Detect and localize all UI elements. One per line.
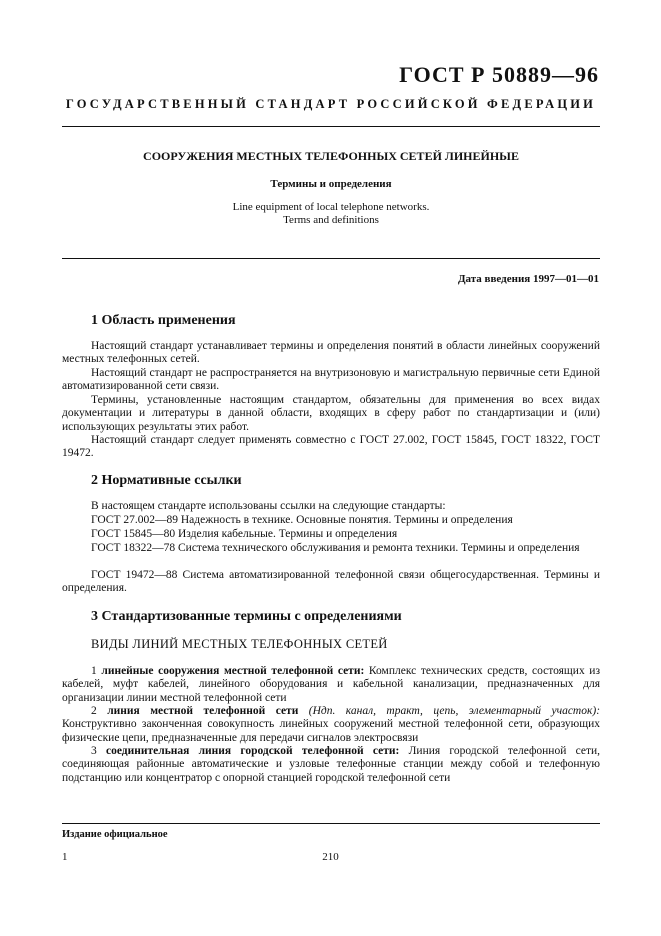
gost-number: ГОСТ Р 50889—96 xyxy=(399,62,599,87)
document-subtitle: Термины и определения xyxy=(270,178,392,190)
term-definition: Линия городской телефонной сети, соединяющая районные автоматические и узловые телефонные станции между собой и телефонную подстанцию или концентратор с опорной станцией городской телефонной сети xyxy=(62,745,601,784)
page-number-center: 210 xyxy=(322,851,339,863)
term-entry xyxy=(62,705,600,745)
middle-divider xyxy=(62,258,600,259)
section-1-paragraph: Настоящий стандарт не распространяется на внутризоновую и магистральную первичные сети Единой автоматизированной сети связи. xyxy=(62,367,600,393)
section-1-paragraph: Термины, установленные настоящим стандартом, обязательны для применения во всех видах документации и литературы в данной области, входящих в сферу работ по стандартизации и (или) использующих результаты этих работ. xyxy=(62,394,600,433)
section-1-heading: 1 Область применения xyxy=(91,313,236,328)
term-definition: Комплекс технических средств, состоящих из кабелей, муфт кабелей, линейного оборудования и кабельной канализации, предназначенных для организации линии местной телефонной сети xyxy=(62,665,601,704)
section-2-intro: В настоящем стандарте использованы ссылки на следующие стандарты: xyxy=(91,500,446,512)
section-3-heading: 3 Стандартизованные термины с определениями xyxy=(91,609,402,624)
footer-divider xyxy=(62,823,600,824)
top-divider xyxy=(62,126,600,127)
page-number-left: 1 xyxy=(62,851,68,863)
document-title: СООРУЖЕНИЯ МЕСТНЫХ ТЕЛЕФОННЫХ СЕТЕЙ ЛИНЕЙНЫЕ xyxy=(143,149,519,163)
reference-item: ГОСТ 19472—88 Система автоматизированной телефонной связи общегосударственная. Термины и определения. xyxy=(62,569,600,595)
term-name: линия местной телефонной сети xyxy=(107,705,299,717)
term-entry xyxy=(62,665,600,705)
term-definition: Конструктивно законченная совокупность линейных сооружений местной телефонной сети, образующих физические цепи, предназначенные для передачи сигналов электросвязи xyxy=(62,718,600,744)
term-number: 3 xyxy=(91,745,97,757)
term-number: 1 xyxy=(91,665,97,677)
reference-item: ГОСТ 27.002—89 Надежность в технике. Основные понятия. Термины и определения xyxy=(91,514,513,526)
section-1-paragraph: Настоящий стандарт устанавливает термины и определения понятий в области линейных сооружений местных телефонных сетей. xyxy=(62,340,600,366)
term-name: соединительная линия городской телефонной сети: xyxy=(105,745,400,757)
term-number: 2 xyxy=(91,705,97,717)
terms-group-heading: ВИДЫ ЛИНИЙ МЕСТНЫХ ТЕЛЕФОННЫХ СЕТЕЙ xyxy=(91,637,388,651)
introduction-date: Дата введения 1997—01—01 xyxy=(457,273,599,285)
term-nonrecommended: (Ндп. канал, тракт, цепь, элементарный участок): xyxy=(308,705,601,717)
english-title-line1: Line equipment of local telephone networks. xyxy=(232,201,430,213)
state-standard-header: ГОСУДАРСТВЕННЫЙ СТАНДАРТ РОССИЙСКОЙ ФЕДЕРАЦИИ xyxy=(65,97,597,111)
reference-item: ГОСТ 18322—78 Система технического обслуживания и ремонта техники. Термины и определения xyxy=(91,542,580,554)
term-name: линейные сооружения местной телефонной сети: xyxy=(101,665,365,677)
reference-item: ГОСТ 15845—80 Изделия кабельные. Термины и определения xyxy=(91,528,398,540)
official-edition-label: Издание официальное xyxy=(62,829,168,840)
term-entry xyxy=(62,745,600,785)
english-title xyxy=(62,201,600,227)
section-2-heading: 2 Нормативные ссылки xyxy=(91,473,242,488)
english-title-line2: Terms and definitions xyxy=(283,214,379,226)
section-1-paragraph: Настоящий стандарт следует применять совместно с ГОСТ 27.002, ГОСТ 15845, ГОСТ 18322, ГОСТ 19472. xyxy=(62,434,600,460)
